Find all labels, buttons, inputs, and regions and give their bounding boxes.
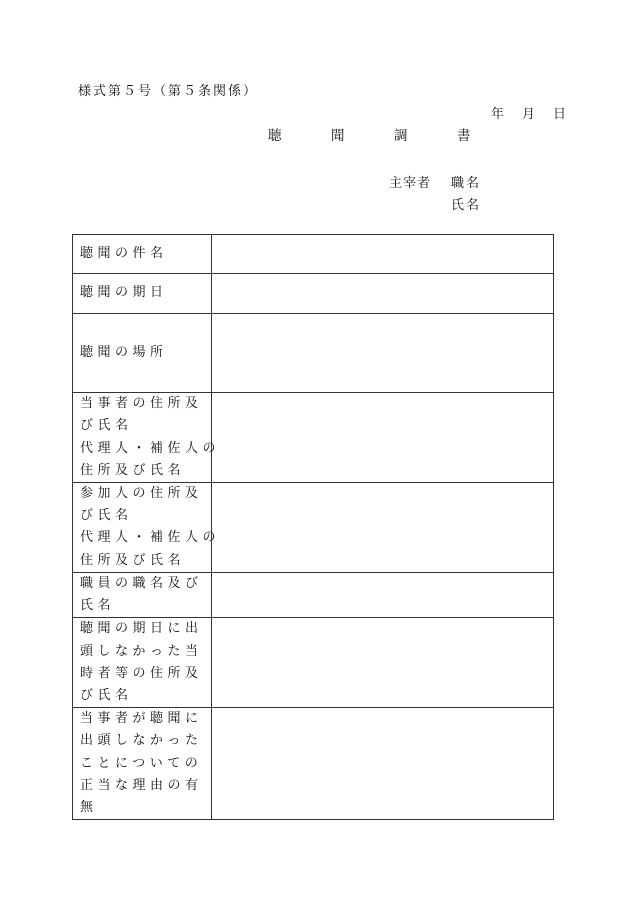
date-year-label: 年 <box>490 107 504 122</box>
presider-title-row <box>389 170 481 192</box>
table-row <box>73 708 554 820</box>
row-label <box>73 708 212 820</box>
row-value-field[interactable] <box>212 274 554 314</box>
date-day-label: 日 <box>552 107 566 122</box>
table-row <box>73 483 554 573</box>
document-title: 聴 聞 調 書 <box>268 128 489 144</box>
row-label-line: 当事者が聴聞に <box>80 711 203 727</box>
row-label-line: 聴聞の期日 <box>80 285 168 301</box>
presider-role: 主宰者 <box>389 175 432 191</box>
row-label <box>73 314 212 393</box>
row-label-line: ことについての <box>80 755 203 771</box>
row-label <box>73 618 212 708</box>
table-row <box>73 274 554 314</box>
hearing-record-table <box>72 234 554 820</box>
row-label-line: び氏名 <box>80 508 133 524</box>
row-label-line: 職員の職名及び <box>80 575 203 591</box>
row-label-line: 無 <box>80 800 98 816</box>
row-label <box>73 393 221 483</box>
row-label-line: 聴聞の場所 <box>80 344 168 360</box>
table-row <box>73 235 554 274</box>
row-label <box>73 274 212 314</box>
row-value-field[interactable] <box>212 235 554 274</box>
row-value-field[interactable] <box>212 572 554 617</box>
row-label-line: 代理人・補佐人の <box>80 530 221 546</box>
row-value-field[interactable] <box>212 708 554 820</box>
presider-name-label: 氏名 <box>451 197 482 213</box>
form-number: 様式第５号（第５条関係） <box>78 84 259 99</box>
presider-block <box>389 170 481 214</box>
row-label-line: 出頭しなかった <box>80 733 203 749</box>
date-month-label: 月 <box>521 107 535 122</box>
table-row <box>73 572 554 617</box>
row-label-line: 参加人の住所及 <box>80 486 203 501</box>
table-row <box>73 314 554 393</box>
row-label-line: 聴聞の件名 <box>80 245 168 261</box>
row-label <box>73 235 212 274</box>
row-label-line: 時者等の住所及 <box>80 665 203 681</box>
presider-title-label: 職名 <box>451 175 482 191</box>
row-label-line: 氏名 <box>80 598 116 614</box>
date-line <box>491 103 566 122</box>
row-label-line: び氏名 <box>80 418 133 434</box>
row-label-line: び氏名 <box>80 687 133 703</box>
row-value-field[interactable] <box>212 618 554 708</box>
row-label-line: 頭しなかった当 <box>80 643 203 659</box>
row-value-field[interactable] <box>212 393 554 483</box>
row-value-field[interactable] <box>212 314 554 393</box>
table-row <box>73 393 554 483</box>
presider-name-row <box>389 192 481 214</box>
row-label-line: 聴聞の期日に出 <box>80 621 203 637</box>
row-label-line: 代理人・補佐人の <box>80 440 221 456</box>
row-label-line: 当事者の住所及 <box>80 396 203 412</box>
row-label <box>73 483 221 573</box>
row-label-line: 住所及び氏名 <box>80 462 186 478</box>
row-label-line: 住所及び氏名 <box>80 552 186 568</box>
table-row <box>73 618 554 708</box>
row-label-line: 正当な理由の有 <box>80 777 203 793</box>
row-label <box>73 572 212 617</box>
row-value-field[interactable] <box>212 483 554 573</box>
